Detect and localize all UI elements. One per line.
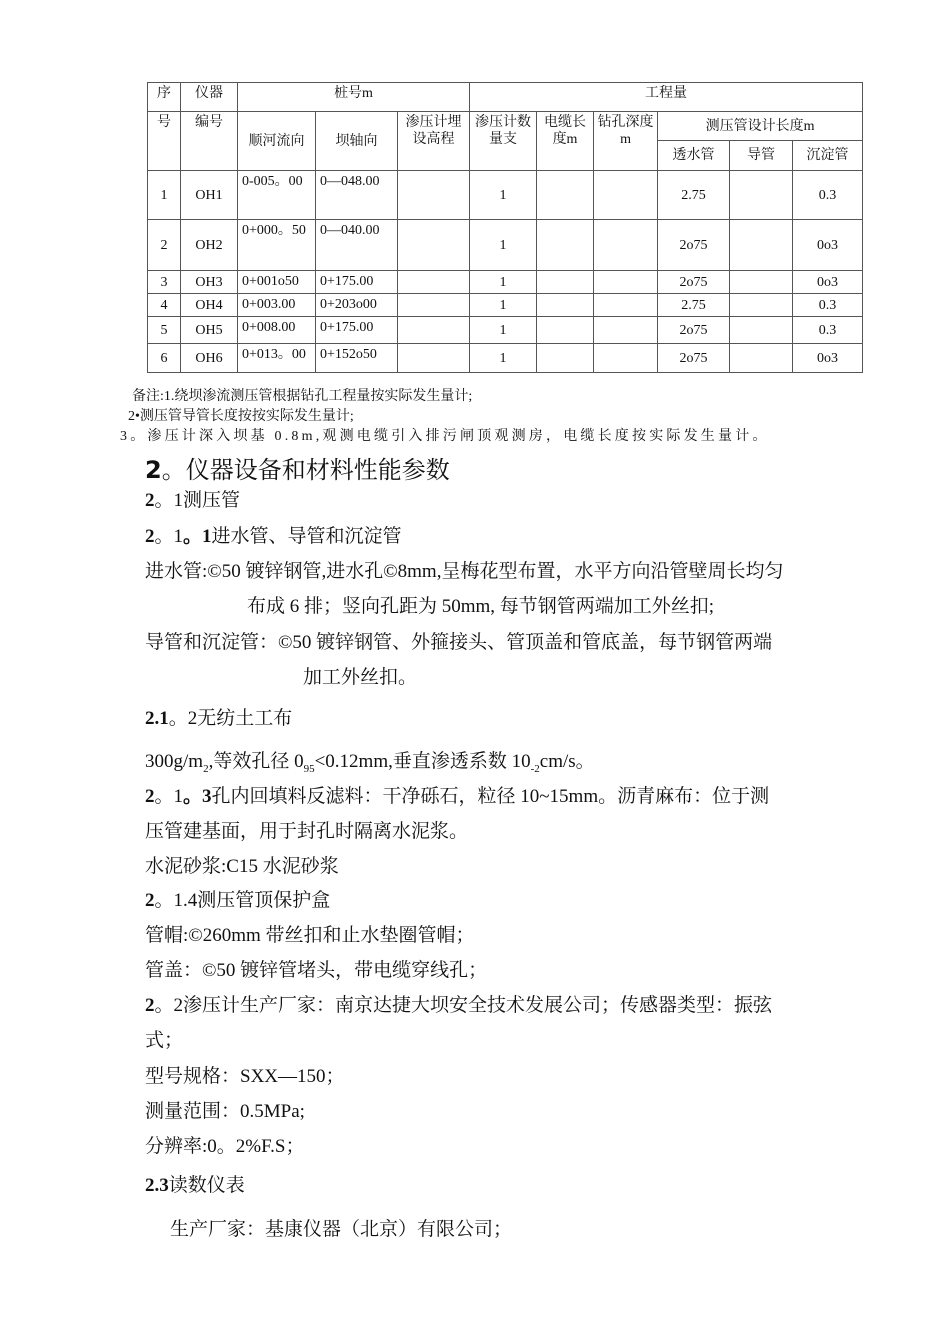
header-station: 桩号m: [238, 83, 470, 112]
cell-perm: 2o75: [658, 271, 730, 294]
header-dam-axis: 坝轴向: [316, 112, 398, 171]
para-resolution: 分辨率:0。2%F.S；: [145, 1136, 305, 1157]
para-mortar: 水泥砂浆:C15 水泥砂浆: [145, 856, 339, 877]
cell-id: OH5: [181, 317, 238, 344]
cell-down: 0+008.00: [238, 317, 316, 344]
cell-guide: [730, 317, 793, 344]
cell-sed: 0o3: [793, 344, 863, 373]
cell-seq: 2: [148, 220, 181, 271]
cell-elev: [398, 344, 470, 373]
cell-cable: [537, 220, 594, 271]
table-row: [148, 294, 863, 317]
para-geotextile: $300g/m_2$,等效孔径 $0_{95}<0.12mm$,垂直渗透系数 $10_{-2}cm/s$。: [145, 751, 595, 775]
cell-perm: 2o75: [658, 317, 730, 344]
cell-seq: 5: [148, 317, 181, 344]
heading-2-1-2: 2.1。2无纺土工布: [145, 708, 293, 729]
cell-id: OH2: [181, 220, 238, 271]
para-cover: 管盖：©50 镀锌管堵头，带电缆穿线孔；: [145, 960, 488, 981]
cell-drill: [594, 344, 658, 373]
cell-guide: [730, 294, 793, 317]
header-drill-depth: 钻孔深度m: [594, 112, 658, 171]
header-instrument-2: 编号: [181, 112, 238, 171]
header-quantity: 渗压计数量支: [470, 112, 537, 171]
para-backfill-cont: 压管建基面，用于封孔时隔离水泥浆。: [145, 821, 469, 842]
cell-sed: 0o3: [793, 271, 863, 294]
heading-2-1: 2。1测压管: [145, 490, 241, 511]
cell-axis: 0—048.00: [316, 171, 398, 220]
cell-sed: 0.3: [793, 171, 863, 220]
cell-guide: [730, 344, 793, 373]
cell-perm: 2o75: [658, 344, 730, 373]
cell-down: 0+001o50: [238, 271, 316, 294]
cell-id: OH6: [181, 344, 238, 373]
cell-elev: [398, 271, 470, 294]
heading-2-1-3: 2。1。3孔内回填料反滤料：干净砾石，粒径 10~15mm。沥青麻布：位于测: [145, 786, 770, 807]
cell-perm: 2.75: [658, 294, 730, 317]
cell-id: OH3: [181, 271, 238, 294]
para-inlet-pipe: 进水管:©50 镀锌钢管,进水孔©8mm,呈梅花型布置，水平方向沿管壁周长均匀: [145, 561, 784, 582]
section-heading-2: 2。仪器设备和材料性能参数: [145, 456, 450, 484]
cell-axis: 0+175.00: [316, 271, 398, 294]
cell-seq: 1: [148, 171, 181, 220]
para-sensor-cont: 式；: [145, 1030, 184, 1051]
cell-drill: [594, 317, 658, 344]
cell-guide: [730, 271, 793, 294]
cell-sed: 0.3: [793, 317, 863, 344]
cell-elev: [398, 317, 470, 344]
cell-axis: 0+203o00: [316, 294, 398, 317]
cell-sed: 0o3: [793, 220, 863, 271]
cell-id: OH1: [181, 171, 238, 220]
cell-seq: 6: [148, 344, 181, 373]
cell-cable: [537, 317, 594, 344]
cell-axis: 0+175.00: [316, 317, 398, 344]
cell-down: 0+003.00: [238, 294, 316, 317]
cell-axis: 0—040.00: [316, 220, 398, 271]
cell-seq: 3: [148, 271, 181, 294]
cell-qty: 1: [470, 344, 537, 373]
cell-qty: 1: [470, 171, 537, 220]
cell-cable: [537, 171, 594, 220]
table-row: [148, 344, 863, 373]
para-guide-pipe-cont: 加工外丝扣。: [303, 667, 418, 688]
cell-cable: [537, 294, 594, 317]
header-seq-2: 号: [148, 112, 181, 171]
cell-perm: 2o75: [658, 220, 730, 271]
table-row: [148, 317, 863, 344]
cell-guide: [730, 171, 793, 220]
cell-qty: 1: [470, 220, 537, 271]
cell-cable: [537, 344, 594, 373]
cell-qty: 1: [470, 271, 537, 294]
cell-drill: [594, 171, 658, 220]
cell-sed: 0.3: [793, 294, 863, 317]
note-1: 备注:1.绕坝渗流测压管根据钻孔工程量按实际发生量计;: [132, 389, 473, 404]
para-manufacturer: 生产厂家：基康仪器（北京）有限公司；: [170, 1219, 513, 1240]
header-elevation: 渗压计埋设高程: [398, 112, 470, 171]
header-downstream: 顺河流向: [238, 112, 316, 171]
header-permeable-pipe: 透水管: [658, 141, 730, 171]
para-guide-pipe: 导管和沉淀管：©50 镀锌钢管、外箍接头、管顶盖和管底盖，每节钢管两端: [145, 632, 773, 653]
para-model: 型号规格：SXX—150；: [145, 1066, 345, 1087]
header-design-length: 测压管设计长度m: [658, 112, 863, 141]
para-inlet-pipe-cont: 布成 6 排；竖向孔距为 50mm, 每节钢管两端加工外丝扣;: [247, 596, 715, 617]
header-guide-pipe: 导管: [730, 141, 793, 171]
table-row: [148, 220, 863, 271]
cell-id: OH4: [181, 294, 238, 317]
note-3: 3。渗压计深入坝基 0.8m,观测电缆引入排污闸顶观测房，电缆长度按实际发生量计。: [120, 429, 770, 444]
cell-cable: [537, 271, 594, 294]
cell-elev: [398, 220, 470, 271]
cell-drill: [594, 271, 658, 294]
cell-perm: 2.75: [658, 171, 730, 220]
header-cable-length: 电缆长度m: [537, 112, 594, 171]
para-cap: 管帽:©260mm 带丝扣和止水垫圈管帽；: [145, 925, 475, 946]
cell-down: 0+013。00: [238, 344, 316, 373]
cell-axis: 0+152o50: [316, 344, 398, 373]
cell-elev: [398, 294, 470, 317]
table-row: [148, 171, 863, 220]
cell-down: 0-005。00: [238, 171, 316, 220]
heading-2-1-4: 2。1.4测压管顶保护盒: [145, 890, 331, 911]
cell-qty: 1: [470, 317, 537, 344]
cell-elev: [398, 171, 470, 220]
header-instrument: 仪器: [181, 83, 238, 112]
para-range: 测量范围：0.5MPa;: [145, 1101, 305, 1122]
table-row: [148, 271, 863, 294]
cell-guide: [730, 220, 793, 271]
heading-2-1-1: 2。1。1进水管、导管和沉淀管: [145, 526, 402, 547]
cell-qty: 1: [470, 294, 537, 317]
cell-down: 0+000。50: [238, 220, 316, 271]
header-seq: 序: [148, 83, 181, 112]
header-sediment-pipe: 沉淀管: [793, 141, 863, 171]
cell-drill: [594, 220, 658, 271]
cell-drill: [594, 294, 658, 317]
header-work-quantity: 工程量: [470, 83, 863, 112]
heading-2-3: 2.3读数仪表: [145, 1175, 245, 1196]
cell-seq: 4: [148, 294, 181, 317]
note-2: 2•测压管导管长度按按实际发生量计;: [128, 409, 354, 424]
instrument-table: [147, 82, 863, 373]
heading-2-2: 2。2渗压计生产厂家：南京达捷大坝安全技术发展公司；传感器类型：振弦: [145, 995, 773, 1016]
